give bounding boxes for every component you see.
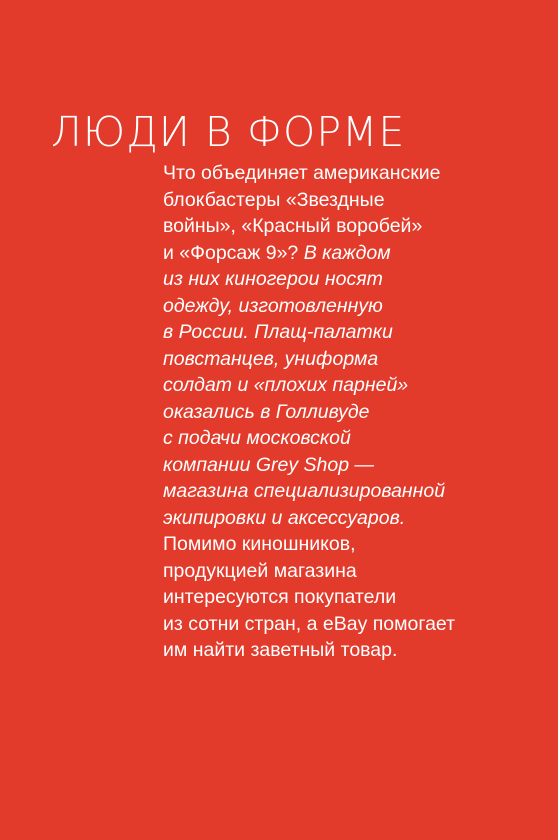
article-highlight: В каждом из них киногерои носят одежду, изготовленную в России. Плащ-палатки повстанцев, униформа солдат и «плохих парней» оказались в Голливуде с подачи московской компании Grey Shop — магазина специализированной экипировки и аксессуаров.: [163, 241, 446, 529]
article-intro: Что объединяет американские блокбастеры «Звездные войны», «Красный воробей» и «Форсаж 9»?: [163, 162, 441, 264]
article-outro: Помимо киношников, продукцией магазина интересуются покупатели из сотни стран, а eBay помогает им найти заветный товар.: [163, 533, 456, 661]
page-title: ЛЮДИ В ФОРМЕ: [51, 108, 406, 156]
article-body: [163, 160, 533, 664]
